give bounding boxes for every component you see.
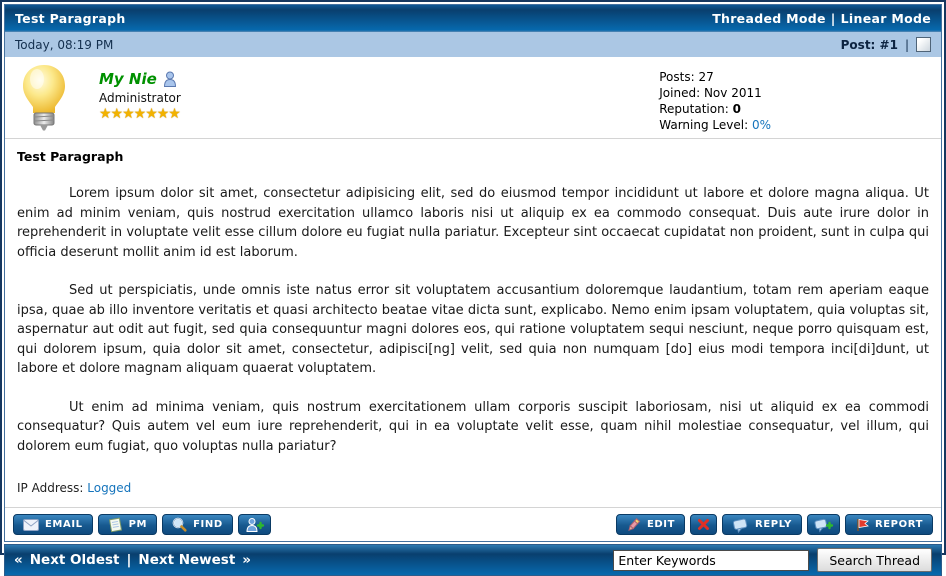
- note-icon: [108, 518, 123, 532]
- ip-logged-link[interactable]: Logged: [87, 481, 132, 495]
- threaded-mode-link[interactable]: Threaded Mode: [712, 11, 826, 26]
- post-number-link[interactable]: Post: #1: [840, 37, 898, 52]
- pm-button[interactable]: PM: [98, 514, 157, 535]
- stat-warning-level: Warning Level: 0%: [659, 118, 771, 132]
- quote-bubble-icon: [732, 518, 749, 532]
- post-select-checkbox[interactable]: [916, 37, 931, 52]
- thread-board: [4, 4, 942, 542]
- author-stats: [659, 69, 771, 133]
- edit-button[interactable]: EDIT: [616, 514, 685, 535]
- report-button[interactable]: REPORT: [845, 514, 933, 535]
- delete-button[interactable]: [690, 514, 717, 535]
- find-posts-button[interactable]: [238, 514, 271, 535]
- quote-button[interactable]: [807, 514, 840, 535]
- thread-title: Test Paragraph: [15, 11, 126, 26]
- ip-address-row: [5, 475, 941, 507]
- search-thread-button[interactable]: Search Thread: [817, 548, 932, 572]
- stat-joined: Joined: Nov 2011: [659, 86, 762, 100]
- post-subject: Test Paragraph: [17, 149, 124, 164]
- delete-x-icon: [697, 518, 710, 531]
- post-main: [5, 139, 941, 541]
- find-button[interactable]: FIND: [162, 514, 233, 535]
- next-newest-link[interactable]: Next Newest: [138, 552, 236, 568]
- envelope-icon: [23, 519, 39, 531]
- post-author-row: [5, 57, 941, 139]
- mode-separator: |: [830, 11, 836, 26]
- stat-posts: Posts: 27: [659, 70, 714, 84]
- post-meta-bar: [5, 32, 941, 57]
- warning-level-link[interactable]: 0%: [751, 118, 771, 132]
- reply-button[interactable]: REPLY: [722, 514, 802, 535]
- next-oldest-link[interactable]: Next Oldest: [29, 552, 120, 568]
- username-link[interactable]: My Nie: [99, 70, 157, 88]
- user-add-icon: [245, 517, 264, 532]
- post-paragraph-2: Sed ut perspiciatis, unde omnis iste natus error sit voluptatem accusantium doloremque laudantium, totam rem aperiam eaque ipsa, quae ab illo inventore veritatis et quasi architecto beatae vitae dicta sunt, explicabo. Nemo enim ipsam voluptatem, quia voluptas sit, aspernatur aut odit aut fugit, sed quia consequuntur magni dolores eos, qui ratione voluptatem sequi nesciunt, neque porro quisquam est, qui dolorem ipsum, quia dolor sit amet, consectetur, adipisci[ng] velit, sed quia non numquam [do] eius modi tempora inci[di]dunt, ut labore et dolore magnam aliquam quaerat voluptatem.: [17, 283, 929, 376]
- thread-search: [613, 548, 932, 572]
- post-meta-separator: |: [904, 37, 909, 52]
- thread-footer-bar: [4, 544, 942, 576]
- magnifier-icon: [172, 517, 187, 532]
- thread-title-bar: [5, 5, 941, 32]
- view-mode-links: [712, 11, 931, 26]
- thread-navigation: [14, 552, 251, 568]
- post-paragraph-3: Ut enim ad minima veniam, quis nostrum exercitationem ullam corporis suscipit laboriosam, nisi ut aliquid ex ea commodi consequatur? Quis autem vel eum iure reprehenderit, qui in ea voluptate velit esse, quam nihil molestiae consequatur, vel illum, qui dolorem eum fugiat, quo voluptas nulla pariatur?: [17, 399, 929, 454]
- post-buttons-row: [5, 507, 941, 541]
- lightbulb-icon: [19, 63, 69, 133]
- raquo-symbol: »: [242, 552, 252, 568]
- ip-address-label: IP Address:: [17, 481, 84, 495]
- pencil-icon: [626, 518, 641, 532]
- post-paragraph-1: Lorem ipsum dolor sit amet, consectetur adipisicing elit, sed do eiusmod tempor incididunt ut labore et dolore magna aliqua. Ut enim ad minim veniam, quis nostrud exercitation ullamco laboris nisi ut aliquip ex ea commodo consequat. Duis aute irure dolor in reprehenderit in voluptate velit esse cillum dolore eu fugiat nulla pariatur. Excepteur sint occaecat cupidatat non proident, sunt in culpa qui officia deserunt mollit anim id est laborum.: [17, 186, 929, 260]
- stat-reputation: Reputation: 0: [659, 102, 741, 116]
- search-keywords-input[interactable]: [613, 550, 809, 571]
- user-profile-icon[interactable]: [163, 71, 177, 87]
- user-avatar-lightbulb[interactable]: [19, 63, 69, 137]
- email-button[interactable]: EMAIL: [13, 514, 93, 535]
- linear-mode-link[interactable]: Linear Mode: [840, 11, 931, 26]
- user-title: Administrator: [99, 91, 181, 105]
- star-rating: ★★★★★★★: [99, 106, 180, 122]
- right-button-group: [616, 514, 933, 535]
- post-content: [5, 139, 941, 475]
- quote-add-icon: [814, 518, 833, 532]
- report-flag-icon: [855, 518, 869, 532]
- left-button-group: [13, 514, 271, 535]
- footer-nav-separator: |: [126, 552, 132, 568]
- post-date: Today, 08:19 PM: [15, 37, 114, 52]
- laquo-symbol: «: [14, 552, 23, 568]
